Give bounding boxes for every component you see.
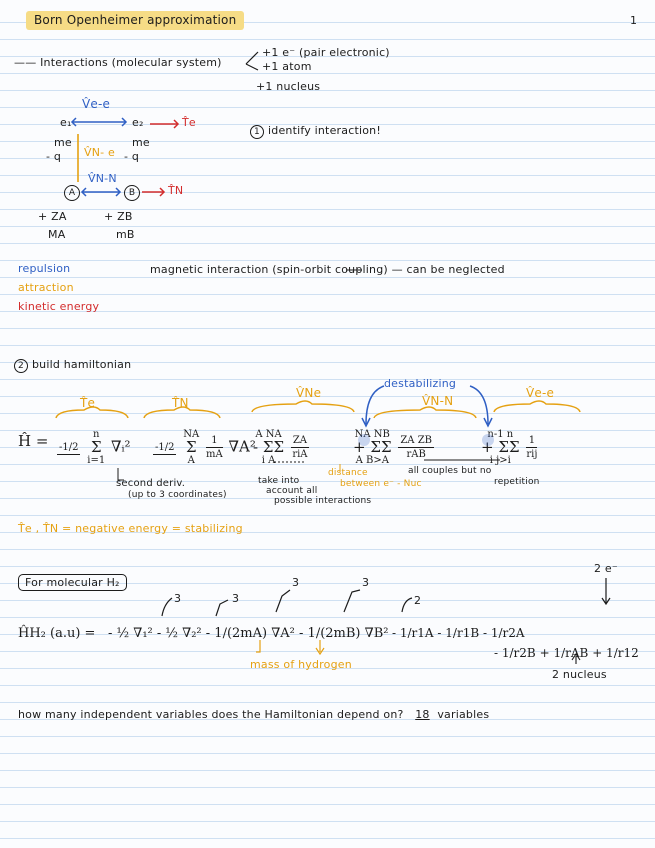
pot-r2a: - 1/r2A — [483, 626, 525, 640]
legend-attraction: attraction — [18, 281, 74, 294]
vnn-sum: NA NB + ΣΣ A B>A — [353, 429, 392, 466]
branch-electronic: +1 e⁻ (pair electronic) — [262, 46, 390, 59]
h-vnn-label: V̂N-N — [422, 394, 454, 408]
brace-vee — [494, 401, 580, 412]
te-label: T̂e — [182, 116, 196, 129]
te-coef: -1/2 — [59, 441, 79, 453]
plus-highlight-1 — [358, 434, 370, 446]
question-unit: variables — [437, 708, 490, 721]
nucleus-b: B — [124, 185, 140, 201]
tn-fraction: $\frac{1}{mA}$ — [206, 435, 223, 460]
vee-label: V̂e-e — [82, 97, 111, 111]
pot-r1a: - 1/r1A — [392, 626, 434, 640]
page-title: Born Openheimer approximation — [26, 11, 244, 30]
h-te-label: T̂e — [80, 396, 96, 410]
legend-kinetic: kinetic energy — [18, 300, 100, 313]
step2-label: build hamiltonian — [32, 358, 132, 371]
ann-coordinates: (up to 3 coordinates) — [128, 490, 227, 500]
vee-sum: n-1 n + ΣΣ i j>i — [481, 429, 520, 466]
ann-take-into: take into — [258, 476, 300, 486]
mass-a: MA — [48, 228, 66, 241]
vnn-fraction: $\frac{\text{ZA ZB}}{\text{rAB}}$ — [400, 435, 432, 460]
ann-between: between e⁻ - Nuc — [340, 479, 422, 489]
nuclei-note: 2 nucleus — [552, 668, 607, 681]
two-electrons-note: 2 e⁻ — [594, 562, 618, 575]
mass-b: mB — [116, 228, 135, 241]
count-2: 3 — [232, 592, 240, 605]
electron-1: e₁ — [60, 116, 72, 129]
step2-number: 2 — [14, 359, 28, 373]
brace-tn — [144, 407, 220, 418]
interactions-label: Interactions (molecular system) — [40, 56, 222, 69]
tn-operator: ∇A² — [228, 437, 256, 456]
me-1: me — [54, 136, 72, 149]
vne-sum: A NA - ΣΣ i A — [253, 429, 285, 466]
electron-2: e₂ — [132, 116, 144, 129]
count-4: 3 — [362, 576, 370, 589]
hamiltonian-lhs: Ĥ = — [18, 432, 49, 450]
page-number: 1 — [630, 14, 638, 27]
branch-nucleus: +1 nucleus — [256, 80, 321, 93]
mass-hydrogen-note: mass of hydrogen — [250, 658, 352, 671]
vee-fraction: $\frac{1}{\text{rij}}$ — [526, 435, 538, 460]
step1-label: identify interaction! — [268, 124, 381, 137]
te-operator: ∇ᵢ² — [111, 437, 131, 456]
count-3: 3 — [292, 576, 300, 589]
charge-1: - q — [46, 150, 62, 163]
dash-mark: —— — [14, 56, 41, 69]
ann-distance: distance — [328, 468, 368, 478]
destabilizing-label: destabilizing — [384, 377, 457, 390]
ann-account-all: account all — [266, 486, 318, 496]
brace-te — [56, 407, 128, 418]
vne-fraction: $\frac{ZA}{\text{riA}}$ — [292, 435, 308, 460]
question-answer: 18 — [415, 708, 430, 721]
destab-arrow-right — [470, 386, 488, 424]
pot-r1b: - 1/r1B — [437, 626, 480, 640]
te-sum: n Σ i=1 — [87, 429, 106, 466]
ann-repetition: repetition — [494, 477, 540, 487]
destab-arrow-left — [366, 386, 384, 424]
ann-all-couples: all couples but no — [408, 466, 492, 476]
brace-vne — [252, 401, 354, 412]
pot-r2b: - 1/r2B — [494, 646, 536, 660]
h2-label: For molecular H₂ — [18, 574, 127, 591]
h-tn-label: T̂N — [172, 396, 189, 410]
magnetic-note: magnetic interaction (spin-orbit coupling) — can be neglected — [150, 263, 505, 276]
tn-coef: -1/2 — [155, 441, 175, 453]
brace-vnn — [374, 407, 476, 418]
negative-energy-text: T̂e , T̂N = negative energy = stabilizing — [18, 522, 243, 535]
nucleus-a: A — [64, 185, 80, 201]
vne-label: V̂N- e — [84, 146, 115, 159]
pot-rab: + 1/rAB — [539, 646, 589, 660]
plus-highlight-2 — [482, 434, 494, 446]
tn-sum: NA Σ A — [183, 429, 200, 466]
charge-zb: + ZB — [104, 210, 133, 223]
count-1: 3 — [174, 592, 182, 605]
legend-repulsion: repulsion — [18, 262, 71, 275]
step1-number: 1 — [250, 125, 264, 139]
ann-possible: possible interactions — [274, 496, 372, 506]
h2-lhs: ĤH₂ (a.u) = — [18, 626, 96, 641]
h2-kinetic-terms: - ½ ∇₁² - ½ ∇₂² - 1/(2mA) ∇A² - 1/(2mB) ∇B² — [108, 626, 389, 641]
charge-2: - q — [124, 150, 140, 163]
h-vee-label: V̂e-e — [526, 386, 555, 400]
vnn-label: V̂N-N — [88, 172, 117, 185]
branch-bracket — [246, 52, 258, 70]
ann-second-deriv: second deriv. — [116, 478, 186, 489]
branch-atom: +1 atom — [262, 60, 312, 73]
charge-za: + ZA — [38, 210, 67, 223]
count-5: 2 — [414, 594, 422, 607]
tn-label: T̂N — [168, 184, 184, 197]
h-vne-label: V̂Ne — [296, 386, 322, 400]
question-text: how many independent variables does the Hamiltonian depend on? — [18, 708, 404, 721]
me-2: me — [132, 136, 150, 149]
pot-r12: + 1/r12 — [592, 646, 639, 660]
